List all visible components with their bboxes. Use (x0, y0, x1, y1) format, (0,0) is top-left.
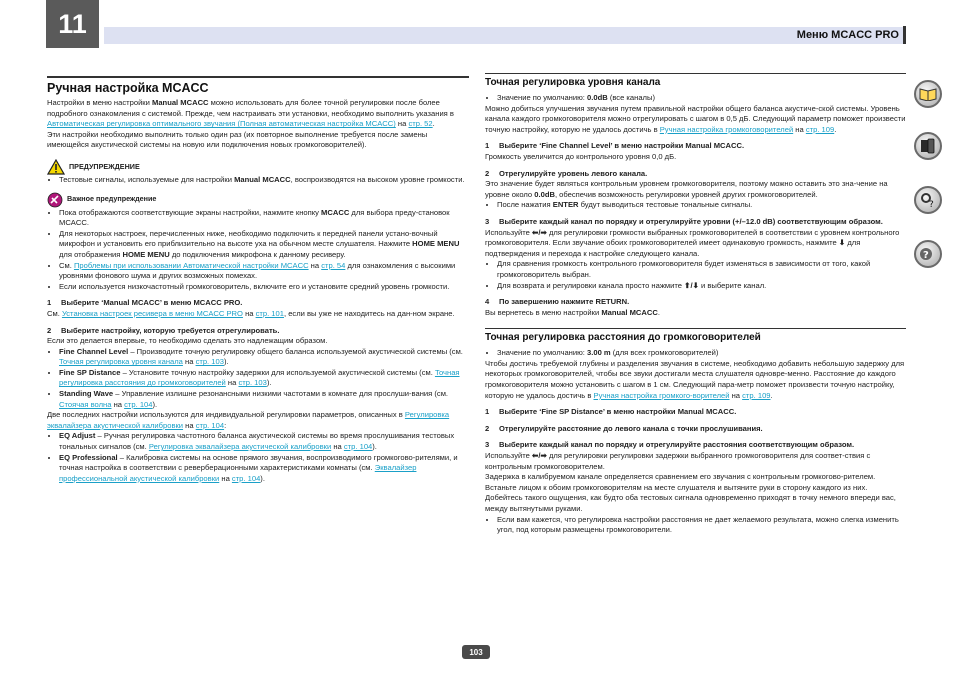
cross-reference-link[interactable]: стр. 101 (255, 308, 284, 318)
intro-text (47, 98, 469, 151)
text-run: После нажатия (497, 200, 553, 210)
bold-term: EQ Professional (59, 452, 118, 462)
text-run: Если вам кажется, что регулировка настройки расстояния не дает желаемого результата, можно слегка изменить угол, под которым размещены громкоговорители. (497, 514, 899, 535)
text-run: для регулировки громкости выбранных громкоговорителей в соответствии с уровнем контрольного громкоговорителя. Если звучание обоих громкоговорителей имеет одинаковую громкость, нажмите (485, 227, 900, 248)
cross-reference-link[interactable]: стр. 109 (742, 390, 771, 400)
text-run: Вы вернетесь в меню настройки (485, 307, 602, 317)
book-icon (919, 87, 937, 101)
section-title-manual-mcacc: Ручная настройка MCACC (47, 76, 469, 95)
cross-reference-link[interactable]: Регулировка эквалайзера акустической калибровки (148, 442, 332, 452)
text-run: до подключения микрофона к данному ресиверу. (169, 249, 346, 259)
section-title-fine-channel-level: Точная регулировка уровня канала (485, 73, 906, 89)
cross-reference-link[interactable]: стр. 52 (408, 119, 433, 129)
s1-step-3-text (485, 228, 906, 260)
text-run: , если вы уже не находитесь на дан-ном экране. (283, 308, 455, 318)
bold-term: HOME MENU (122, 249, 170, 259)
text-run: на (793, 124, 806, 134)
text-run: на (242, 308, 256, 318)
text-run: . (770, 390, 773, 400)
bold-term: EQ Adjust (59, 431, 96, 441)
text-run: на (331, 442, 344, 452)
text-run: на (729, 390, 743, 400)
s2-default-value (497, 348, 906, 359)
cross-reference-link[interactable]: стр. 103 (238, 378, 267, 388)
important-label: Важное предупреждение (67, 194, 157, 204)
list-item (59, 208, 469, 229)
svg-text:?: ? (923, 250, 929, 261)
s2-step-3-text (485, 451, 906, 472)
text-run: Тестовые сигналы, используемые для настройки (59, 174, 235, 184)
text-run: , воспроизводятся на высоком уровне громкости. (290, 174, 465, 184)
list-item (59, 229, 469, 261)
cross-reference-link[interactable]: Стоячая волна (59, 399, 112, 409)
text-run: и выберите канал. (698, 280, 767, 290)
s2-step-3-text-2: Задержка в калибруемом канале определяется сравнением его звучания с контрольным громкогово-рителем. Встаньте лицом к обоим громкоговорителям на месте слушателя и вытяните руки в сторону каждого из них. Добейтесь такого ощущения, как будто оба тестовых сигнала одновременно приходят в точку немного впереди вас, между вытянутыми руками. (485, 472, 896, 513)
s2-intro (485, 359, 906, 401)
paragraph (47, 98, 469, 130)
cross-reference-link[interactable]: Ручная настройка громкоговорителей (659, 124, 794, 134)
list-item (59, 368, 469, 389)
text-run: будут выводиться тестовые тональные сигналы. (578, 200, 753, 210)
bold-term: Fine SP Distance (59, 367, 121, 377)
cross-reference-link[interactable]: Точная регулировка уровня канала (59, 357, 183, 367)
side-nav-remote[interactable] (914, 132, 942, 160)
bold-term: ⬇ (838, 238, 846, 248)
s1-step-2-text (485, 179, 906, 200)
step-2-list (47, 347, 469, 411)
side-nav-help[interactable] (914, 240, 942, 268)
step-2-list-2 (47, 431, 469, 484)
page-number: 103 (462, 645, 490, 659)
list-item (59, 261, 469, 282)
s1-step-1-text: Громкость увеличится до контрольного уровня 0,0 дБ. (485, 151, 677, 161)
text-run: Для сравнения громкость контрольного громкоговорителя будет изменяться в зависимости от того, какой громкоговоритель выбран. (497, 259, 871, 279)
text-run: на (182, 357, 196, 367)
text-run: – Ручная регулировка частотного баланса акустической системы во время прослушивания тестовых тональных сигналов (см. (59, 431, 455, 452)
bold-term: Manual MCACC (601, 307, 658, 317)
s1-step-4-text (485, 308, 906, 319)
step-1-text (47, 309, 469, 320)
s1-intro (485, 104, 906, 136)
text-run: ). (372, 442, 377, 452)
s2-step-2-heading: 2 Отрегулируйте расстояние до левого канала с точки прослушивания. (485, 423, 763, 433)
cross-reference-link[interactable]: стр. 104 (231, 473, 261, 483)
cross-reference-link[interactable]: стр. 104 (124, 399, 153, 409)
text-run: Значение по умолчанию: (497, 93, 588, 102)
text-run: . (834, 124, 837, 134)
side-nav-book[interactable] (914, 80, 942, 108)
list-item (497, 259, 906, 280)
text-run: См. (59, 260, 74, 270)
left-column (47, 76, 469, 484)
text-run: для ознакомления с высокими уровнями фонового шума и других возможных помехах. (59, 260, 456, 281)
s1-step-3-heading: 3 Выберите каждый канал по порядку и отрегулируйте уровни (+/–12.0 dB) соответствующим образом. (485, 216, 883, 226)
cross-reference-link[interactable]: Точная регулировка расстояния до громкоговорителей (59, 367, 460, 388)
text-run: – Производите точную регулировку общего баланса используемой акустической системы (см. (128, 346, 463, 356)
list-item (59, 453, 469, 485)
text-run: Пока отображаются соответствующие экраны настройки, нажмите кнопку (59, 207, 322, 217)
s1-step-2-item (497, 200, 906, 211)
text-run: Значение по умолчанию: (497, 348, 588, 358)
step-2-text-2 (47, 410, 469, 431)
bold-term: ENTER (552, 200, 579, 210)
bold-term: 0.0dB (587, 93, 608, 102)
list-item (59, 389, 469, 410)
text-run: на (219, 473, 232, 483)
section-title-fine-sp-distance: Точная регулировка расстояния до громкоговорителей (485, 328, 906, 344)
header-title: Меню MCACC PRO (797, 26, 906, 44)
text-run: на (308, 260, 322, 270)
warning-header (47, 159, 469, 175)
text-run: можно использовать для более точной регулировки после более подробного ознакомления с системой. Прежде, чем настраивать эти установки, необходимо выполнить указания в (47, 98, 454, 118)
bold-term: MCACC (321, 207, 350, 217)
header-bar (104, 27, 904, 44)
bold-term: 0.0dB (534, 189, 555, 199)
text-run: (для всех громкоговорителей) (610, 348, 719, 358)
text-run: Настройки в меню настройки (47, 98, 152, 107)
text-run: для отображения (59, 249, 123, 259)
text-run: ). (223, 357, 229, 367)
text-run: Если используется низкочастотный громкоговоритель, включите его и установите средний уровень громкости. (59, 281, 450, 291)
text-run: на (111, 399, 125, 409)
text-run: ). (260, 473, 265, 483)
text-run: для подтверждения и перехода к настройке следующего канала. (485, 238, 861, 258)
bold-term: Standing Wave (59, 389, 114, 399)
right-column (485, 73, 906, 536)
important-caution-icon (47, 192, 63, 208)
cross-reference-link[interactable]: Автоматическая регулировка оптимального звучания (Полная автоматическая настройка MCACC) (47, 119, 396, 129)
important-header (47, 192, 469, 208)
bold-term: ⬅/➡ (531, 451, 547, 461)
cross-reference-link[interactable]: Установка настроек ресивера в меню MCACC PRO (61, 308, 243, 318)
bold-term: Manual MCACC (234, 174, 291, 184)
cross-reference-link[interactable]: Проблемы при использовании Автоматической настройки MCACC (73, 260, 309, 270)
text-run: Для некоторых настроек, перечисленных ниже, необходимо подключить к передней панели устано-вочный микрофон и установить его приблизительно на высоте уха на обычном месте слушателя. Нажмите (59, 228, 438, 249)
cross-reference-link[interactable]: Ручная настройка громкого-ворителей (593, 390, 730, 400)
bold-term: HOME MENU (412, 239, 460, 249)
text-run: Это значение будет являться контрольным уровнем громкоговорителя, поэтому можно оставить это зна-чение на уровне около (485, 179, 888, 199)
bold-term: Manual MCACC (152, 98, 209, 107)
text-run: на (183, 420, 196, 430)
cross-reference-link[interactable]: стр. 109 (805, 124, 835, 134)
cross-reference-link[interactable]: Эквалайзер профессиональной акустической калибровки (59, 463, 417, 483)
text-run: ). (152, 399, 158, 409)
cross-reference-link[interactable]: Регулировка эквалайзера акустической калибровки (47, 410, 450, 430)
text-run: Две последних настройки используются для индивидуальной регулировки параметров, описанных в (47, 410, 405, 420)
cross-reference-link[interactable]: стр. 104 (343, 442, 373, 452)
paragraph (47, 130, 469, 151)
warning-label: ПРЕДУПРЕЖДЕНИЕ (69, 161, 140, 171)
important-list (47, 208, 469, 293)
warning-icon (47, 159, 65, 175)
settings-menu-icon (919, 191, 937, 209)
s2-step-3-heading: 3 Выберите каждый канал по порядку и отрегулируйте расстояния соответствующим образом. (485, 440, 855, 450)
text-run: на (395, 119, 409, 129)
bold-term: ⬆/⬇ (684, 280, 699, 290)
s2-step-3-item (497, 515, 906, 536)
text-run: Используйте (485, 451, 532, 461)
text-run: . (657, 307, 660, 317)
list-item (59, 347, 469, 368)
list-item (497, 281, 906, 292)
text-run: Эти настройки необходимо выполнить только один раз (их повторное выполнение требуется после замены имеющейся акустической системы на новую или подключения новых громкоговорителей). (47, 129, 428, 150)
s1-step-1-heading: 1 Выберите ‘Fine Channel Level’ в меню настройки Manual MCACC. (485, 141, 745, 151)
text-run: , обеспечив возможность регулировки уровней других громкоговорителей. (554, 189, 818, 199)
text-run: – Калибровка системы на основе прямого звучания, воспроизводимого громкогово-рителями, и точная настройка в соответствии с реверберационными характеристиками комнаты (см. (59, 452, 458, 473)
bold-term: 3.00 m (587, 348, 611, 358)
text-run: Чтобы достичь требуемой глубины и разделения звучания в системе, необходимо добавить небольшую задержку для некоторых громкоговорителей, чтобы все звуки достигали места слушателя одновре-менно. Расстояние до каждого громкоговорителя можно установить с шагом в 1 см. Следующий пара-метр поможет произвести точную настройку, которую не удалось достичь в (485, 358, 905, 400)
text-run: Для возврата и регулировки канала просто нажмите (497, 280, 685, 290)
s2-step-1-heading: 1 Выберите ‘Fine SP Distance’ в меню настройки Manual MCACC. (485, 407, 737, 417)
text-run: См. (47, 308, 62, 318)
text-run: ). (266, 378, 272, 388)
text-run: на (225, 378, 239, 388)
text-run: (все каналы) (607, 93, 655, 102)
warning-list (47, 175, 469, 186)
text-run: для регулировки регулировки задержки выбранного громкоговорителя для соответ-ствия с контрольным громкоговорителем. (485, 451, 871, 471)
s1-step-2-heading: 2 Отрегулируйте уровень левого канала. (485, 168, 648, 178)
chapter-number: 11 (46, 0, 99, 48)
remote-control-icon (919, 137, 937, 155)
text-run: : (224, 420, 227, 430)
s1-step-3-list (485, 259, 906, 291)
step-1-heading: 1 Выберите ‘Manual MCACC’ в меню MCACC PRO. (47, 298, 243, 308)
s1-default-value (497, 93, 906, 104)
list-item (59, 431, 469, 452)
bold-term: ⬅/➡ (531, 227, 547, 237)
text-run: для выбора преду-становок MCACC. (59, 207, 450, 228)
text-run: . (432, 119, 435, 129)
cross-reference-link[interactable]: стр. 104 (195, 420, 225, 430)
step-2-heading: 2 Выберите настройку, которую требуется отрегулировать. (47, 325, 280, 335)
list-item (59, 175, 469, 186)
side-nav-settings[interactable] (914, 186, 942, 214)
text-run: Можно добиться улучшения звучания путем правильной настройки общего баланса акустиче-ской системы. Уровень канала каждого громкоговорителя можно отрегулировать с шагом в 0,5 дБ. Следующий параметр поможет произвести точную настройку, которую не удалось достичь в (485, 103, 906, 134)
svg-text:?: ? (929, 200, 934, 209)
text-run: – Управление излишне резонансными низкими частотами в комнате для прослуши-вания (см. (113, 389, 449, 399)
help-question-icon (919, 245, 937, 263)
list-item (59, 282, 469, 293)
bold-term: Fine Channel Level (59, 346, 129, 356)
s1-step-4-heading: 4 По завершению нажмите RETURN. (485, 297, 630, 307)
text-run: Используйте (485, 227, 532, 237)
cross-reference-link[interactable]: стр. 103 (195, 357, 224, 367)
text-run: – Установите точную настройку задержки для используемой акустической системы (см. (120, 367, 435, 377)
cross-reference-link[interactable]: стр. 54 (321, 260, 346, 270)
step-2-text: Если это делается впервые, то необходимо сделать это надлежащим образом. (47, 336, 328, 346)
